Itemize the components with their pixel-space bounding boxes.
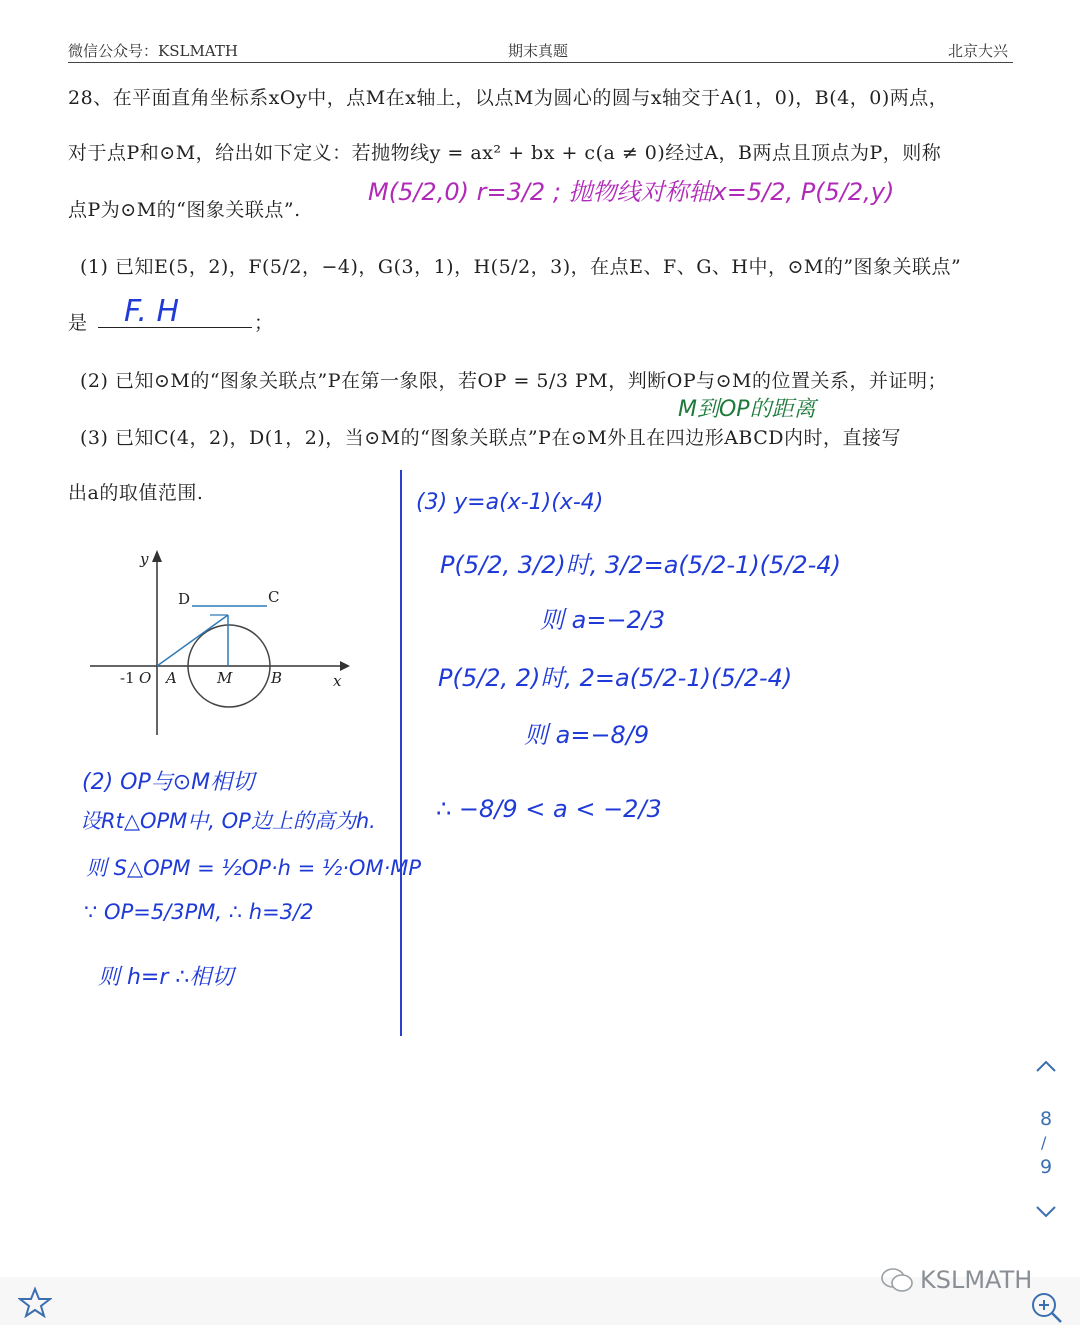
star-icon [18, 1286, 52, 1318]
question-1-suffix: ； [254, 312, 274, 334]
hw-part3-line-5: 则 a=−8/9 [524, 721, 650, 749]
zoom-in-button[interactable] [1030, 1291, 1064, 1327]
hw-part3-line-1: (3) y=a(x-1)(x-4) [416, 490, 604, 515]
x-axis-arrow [340, 661, 350, 671]
page-total: 9 [1040, 1156, 1053, 1178]
label-a: A [166, 669, 177, 687]
handwritten-note-green: M到OP的距离 [678, 397, 816, 422]
handwritten-note-purple: M(5/2,0) r=3/2 ; 抛物线对称轴x=5/2, P(5/2,y) [368, 178, 895, 206]
y-axis-arrow [152, 550, 162, 562]
watermark-text: KSLMATH [920, 1266, 1033, 1294]
hw-part2-line-5: 则 h=r ∴相切 [98, 965, 234, 990]
wechat-icon [880, 1267, 914, 1293]
question-3-line-2: 出a的取值范围. [68, 482, 204, 504]
label-m: M [217, 669, 233, 687]
chevron-up-icon [1034, 1058, 1058, 1074]
header-source: 微信公众号：KSLMATH [68, 42, 238, 60]
favorite-button[interactable] [18, 1286, 52, 1322]
zoom-in-icon [1030, 1291, 1064, 1323]
handwritten-answer-q1: F. H [124, 294, 180, 329]
hw-part2-line-2: 设Rt△OPM中, OP边上的高为h. [80, 809, 376, 833]
chevron-down-icon [1034, 1204, 1058, 1220]
hw-part2-line-3: 则 S△OPM = ½OP·h = ½·OM·MP [86, 856, 422, 880]
label-b: B [271, 669, 283, 687]
header-title: 期末真题 [508, 42, 569, 60]
label-o: O [139, 669, 152, 687]
problem-line-1: 28、在平面直角坐标系xOy中，点M在x轴上，以点M为圆心的圆与x轴交于A(1，0)，B(4，0)两点， [68, 87, 949, 109]
page-up-button[interactable] [1034, 1058, 1058, 1078]
page-separator: / [1041, 1133, 1047, 1152]
header-region: 北京大兴 [948, 42, 1009, 60]
hw-part2-line-4: ∵ OP=5/3PM, ∴ h=3/2 [84, 900, 314, 924]
coordinate-figure [80, 540, 370, 740]
label-x: x [333, 672, 342, 690]
problem-line-3: 点P为⊙M的“图象关联点”. [68, 199, 301, 221]
label-d: D [178, 590, 191, 608]
question-2: (2) 已知⊙M的“图象关联点”P在第一象限，若OP = 5/3 PM，判断OP与⊙M的位置关系，并证明； [80, 370, 947, 392]
handwritten-divider [400, 470, 402, 1036]
header-divider [68, 62, 1013, 63]
hw-part3-line-4: P(5/2, 2)时, 2=a(5/2-1)(5/2-4) [438, 664, 793, 692]
page-down-button[interactable] [1034, 1204, 1058, 1224]
label-neg-one: -1 [120, 669, 135, 687]
question-1-prefix: 是 [68, 312, 88, 334]
label-c: C [268, 588, 280, 606]
hw-part3-line-6: ∴ −8/9 < a < −2/3 [436, 795, 662, 823]
hw-part3-line-3: 则 a=−2/3 [540, 606, 666, 634]
question-3-line-1: (3) 已知C(4，2)，D(1，2)，当⊙M的“图象关联点”P在⊙M外且在四边形ABCD内时，直接写 [80, 427, 901, 449]
watermark [880, 1266, 1032, 1294]
segment-ap [157, 615, 228, 666]
hw-part2-line-1: (2) OP与⊙M相切 [82, 770, 255, 795]
page-current: 8 [1040, 1108, 1053, 1130]
label-y: y [140, 550, 149, 568]
hw-part3-line-2: P(5/2, 3/2)时, 3/2=a(5/2-1)(5/2-4) [440, 551, 841, 579]
problem-line-2: 对于点P和⊙M，给出如下定义：若抛物线y = ax² + bx + c(a ≠ 0)经过A，B两点且顶点为P，则称 [68, 142, 942, 164]
question-1-line-1: (1) 已知E(5，2)，F(5/2，−4)，G(3，1)，H(5/2，3)，在点E、F、G、H中，⊙M的”图象关联点” [80, 256, 962, 278]
